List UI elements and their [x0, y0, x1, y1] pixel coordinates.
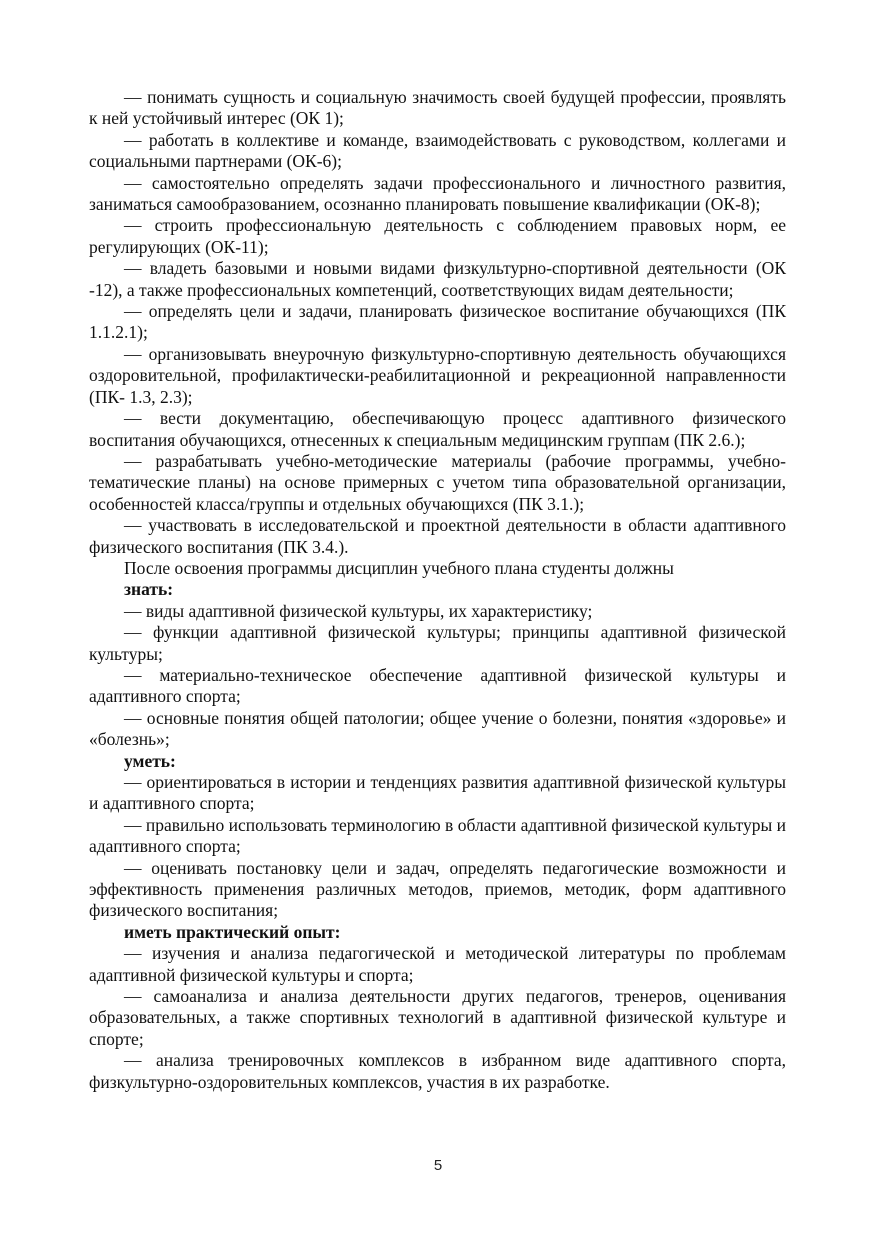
competency-item: — вести документацию, обеспечивающую процесс адаптивного физического воспитания обучающихся, отнесенных к специальным медицинским группам (ПК 2.6.);: [89, 408, 786, 450]
experience-item: — анализа тренировочных комплексов в избранном виде адаптивного спорта, физкультурно-оздоровительных комплексов, участия в их разработке.: [89, 1050, 786, 1092]
able-heading: уметь:: [124, 750, 176, 771]
know-item: — основные понятия общей патологии; общее учение о болезни, понятия «здоровье» и «болезнь»;: [89, 707, 786, 750]
able-item: — оценивать постановку цели и задач, определять педагогические возможности и эффективность применения различных методов, приемов, методик, форм адаптивного физического воспитания;: [89, 857, 786, 921]
experience-item: — самоанализа и анализа деятельности других педагогов, тренеров, оценивания образовательных, а также спортивных технологий в адаптивной физической культуре и спорте;: [89, 986, 786, 1049]
know-item: — материально-техническое обеспечение адаптивной физической культуры и адаптивного спорта;: [89, 664, 786, 707]
competency-item: — самостоятельно определять задачи профессионального и личностного развития, заниматься самообразованием, осознанно планировать повышение квалификации (ОК-8);: [89, 172, 786, 215]
competency-item: — участвовать в исследовательской и проектной деятельности в области адаптивного физического воспитания (ПК 3.4.).: [89, 515, 786, 557]
document-body: [89, 87, 786, 1093]
competency-item: — понимать сущность и социальную значимость своей будущей профессии, проявлять к ней устойчивый интерес (ОК 1);: [89, 87, 786, 129]
know-item: — функции адаптивной физической культуры; принципы адаптивной физической культуры;: [89, 622, 786, 664]
able-item: — правильно использовать терминологию в области адаптивной физической культуры и адаптивного спорта;: [89, 814, 786, 857]
able-item: — ориентироваться в истории и тенденциях развития адаптивной физической культуры и адаптивного спорта;: [89, 772, 786, 814]
competency-item: — разрабатывать учебно-методические материалы (рабочие программы, учебно-тематические планы) на основе примерных с учетом типа образовательной организации, особенностей класса/группы и отдельных обучающихся (ПК 3.1.);: [89, 450, 786, 514]
experience-item: — изучения и анализа педагогической и методической литературы по проблемам адаптивной физической культуры и спорта;: [89, 943, 786, 985]
experience-heading: иметь практический опыт:: [124, 921, 341, 942]
know-heading: знать:: [124, 579, 174, 600]
competency-item: — работать в коллективе и команде, взаимодействовать с руководством, коллегами и социальными партнерами (ОК-6);: [89, 129, 786, 172]
competency-item: — организовывать внеурочную физкультурно-спортивную деятельность обучающихся оздоровительной, профилактически-реабилитационной и рекреационной направленности (ПК- 1.3, 2.3);: [89, 343, 786, 407]
competency-item: — строить профессиональную деятельность с соблюдением правовых норм, ее регулирующих (ОК-11);: [89, 215, 786, 257]
know-item: — виды адаптивной физической культуры, их характеристику;: [124, 600, 593, 621]
competency-item: — определять цели и задачи, планировать физическое воспитание обучающихся (ПК 1.1.2.1);: [89, 301, 786, 343]
intro-sentence: После освоения программы дисциплин учебного плана студенты должны: [124, 557, 674, 578]
page-number: 5: [433, 1157, 443, 1174]
competency-item: — владеть базовыми и новыми видами физкультурно-спортивной деятельности (ОК -12), а также профессиональных компетенций, соответствующих видам деятельности;: [89, 258, 786, 300]
